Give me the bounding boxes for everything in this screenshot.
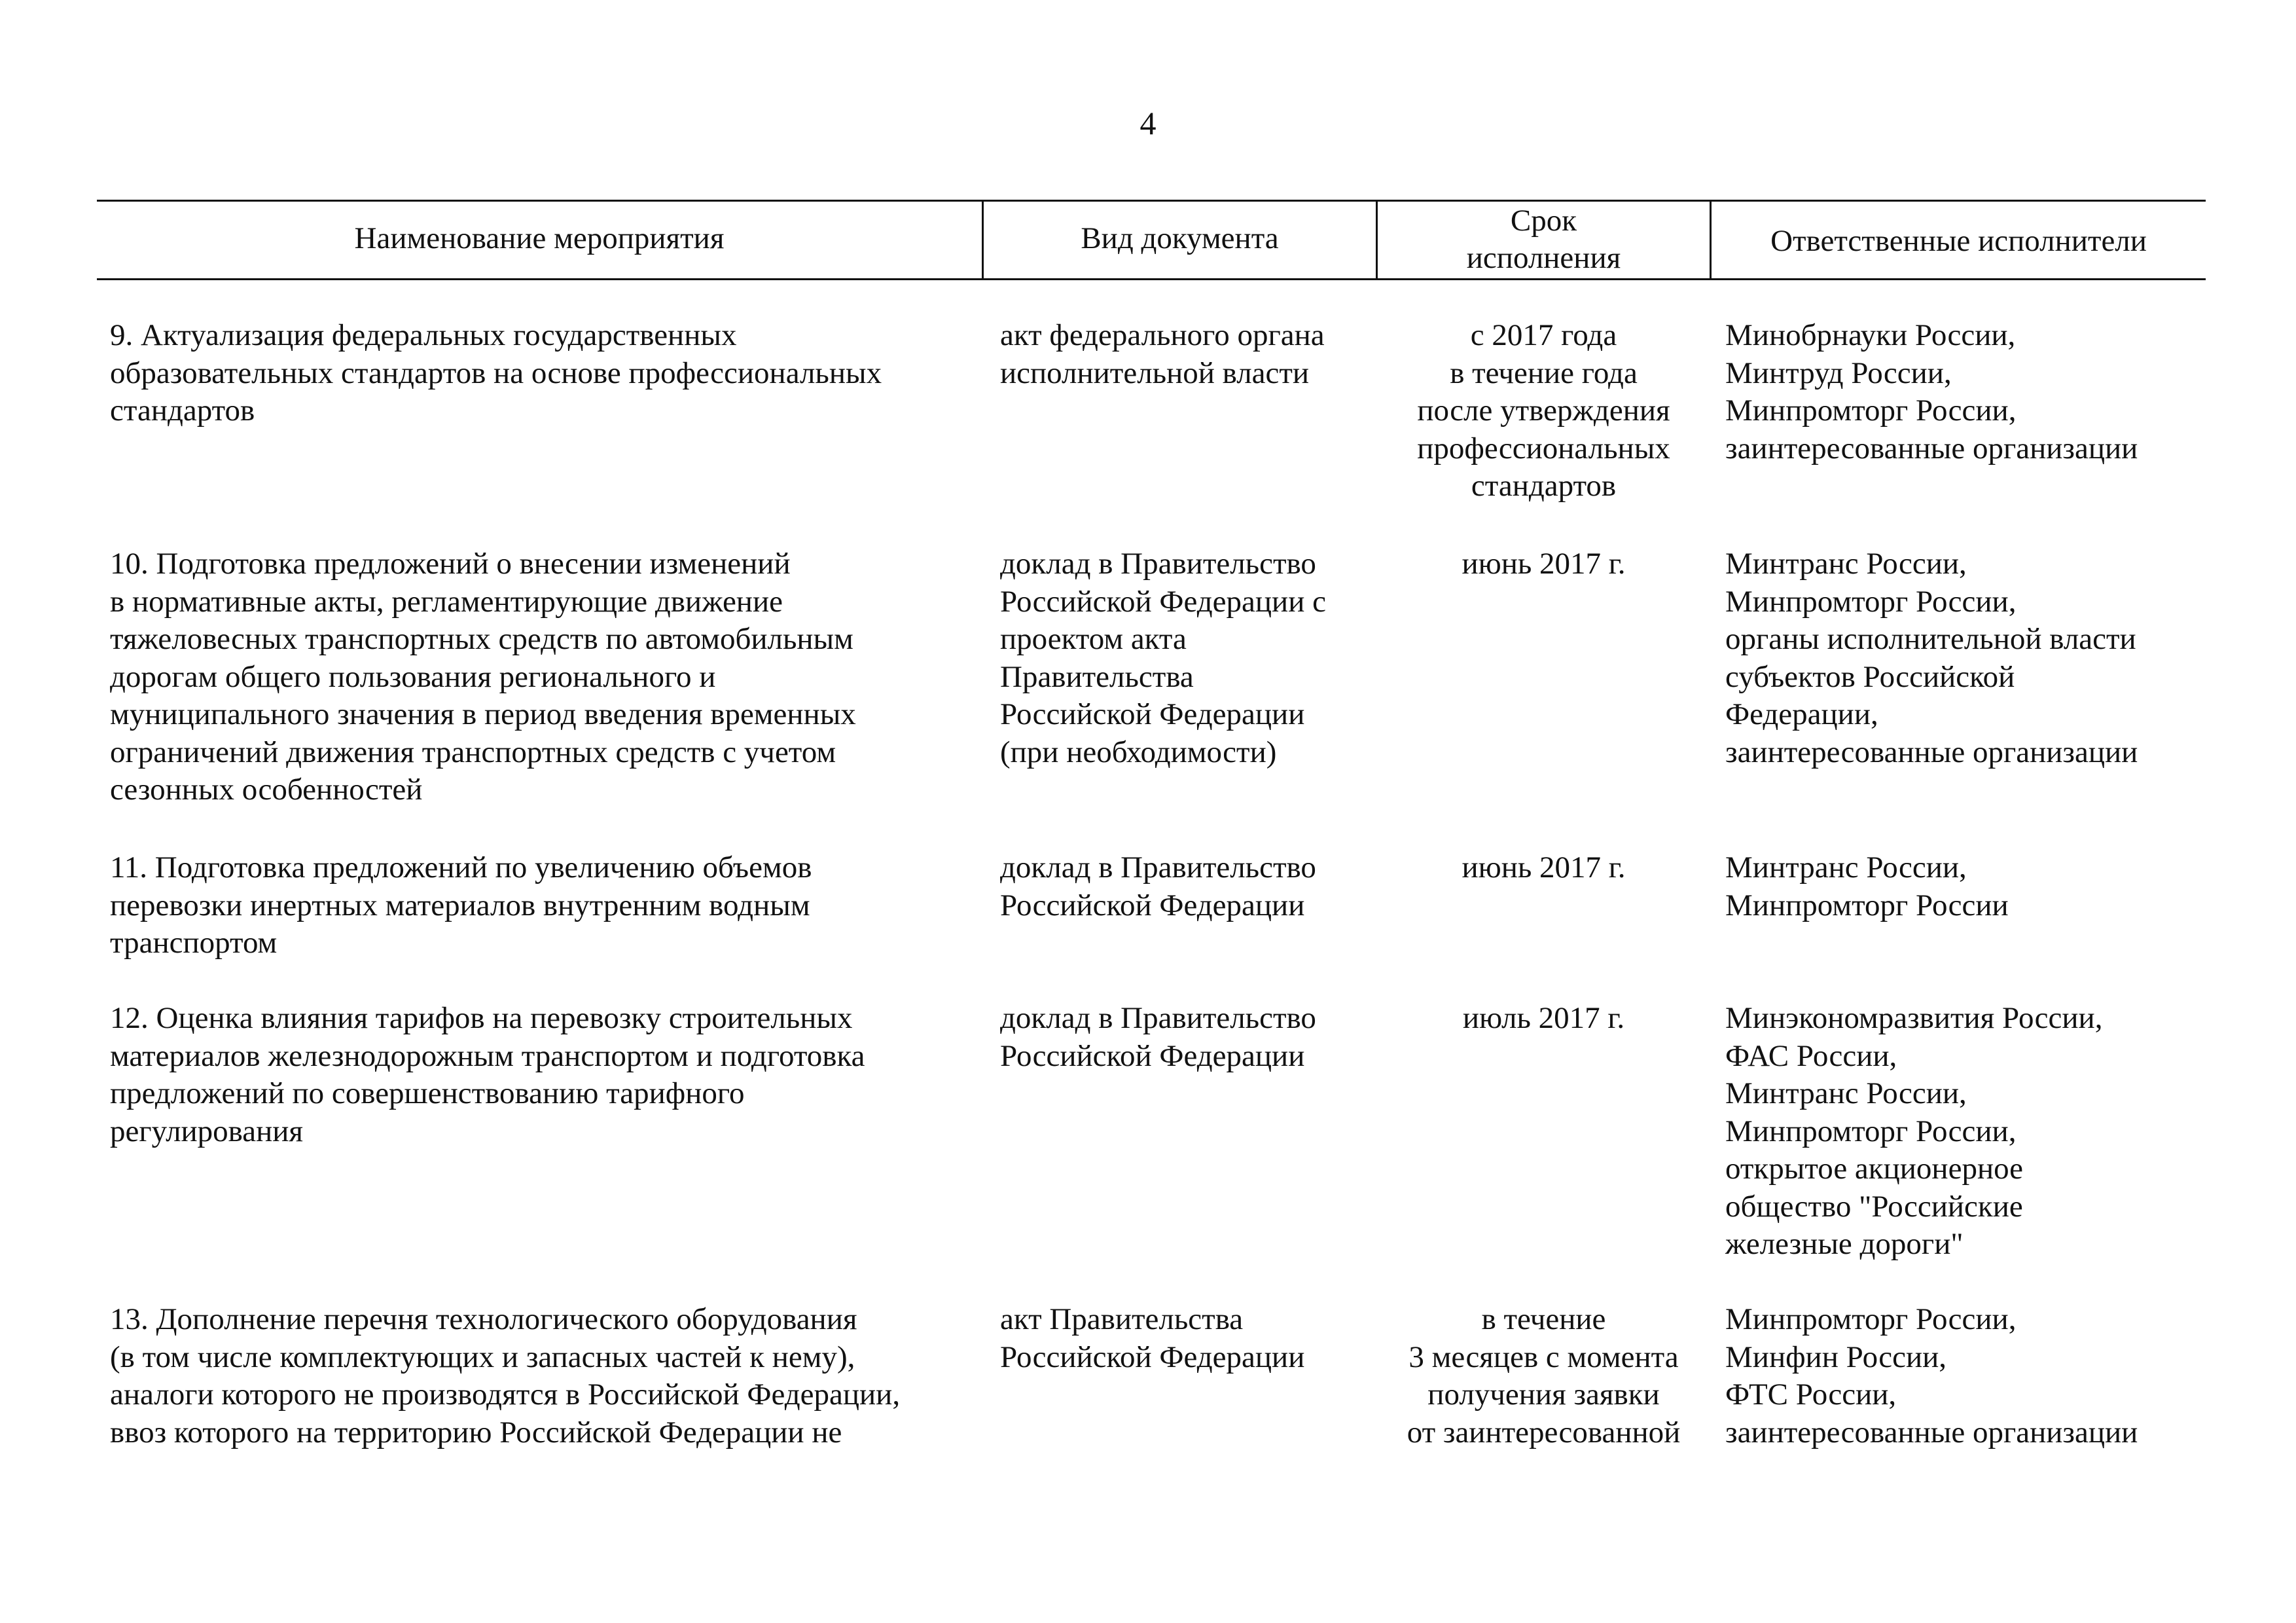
row-10-responsible: Минтранс России, Минпромторг России, органы исполнительной власти субъектов Российской Федерации, заинтересованные организации <box>1725 547 2138 769</box>
row-10-doc-type: доклад в Правительство Российской Федерации с проектом акта Правительства Российской Федерации (при необходимости) <box>1000 547 1326 769</box>
header-deadline: Срок исполнения <box>1466 204 1621 275</box>
row-11-doc-type: доклад в Правительство Российской Федерации <box>1000 850 1316 922</box>
row-10-deadline: июнь 2017 г. <box>1462 547 1626 581</box>
row-11-deadline: июнь 2017 г. <box>1462 850 1626 884</box>
row-9-responsible: Минобрнауки России, Минтруд России, Минпромторг России, заинтересованные организации <box>1725 318 2138 465</box>
row-12-name: 12. Оценка влияния тарифов на перевозку строительных материалов железнодорожным транспортом и подготовка предложений по совершенствованию тарифного регулирования <box>110 1001 865 1148</box>
row-11-name: 11. Подготовка предложений по увеличению объемов перевозки инертных материалов внутренним водным транспортом <box>110 850 812 960</box>
table-header-bottom-rule <box>97 278 2206 280</box>
row-11-responsible: Минтранс России, Минпромторг России <box>1725 850 2009 922</box>
page-number: 4 <box>1139 105 1157 141</box>
row-13-name: 13. Дополнение перечня технологического оборудования (в том числе комплектующих и запасных частей к нему), аналоги которого не производятся в Российской Федерации, ввоз которого на территорию Российской Федерации не <box>110 1302 901 1450</box>
row-9-deadline: с 2017 года в течение года после утверждения профессиональных стандартов <box>1417 318 1670 503</box>
row-10-name: 10. Подготовка предложений о внесении изменений в нормативные акты, регламентирующие движение тяжеловесных транспортных средств по автомобильным дорогам общего пользования регионального и муниципального значения в период введения временных ограничений движения транспортных средств с учетом сезонных особенностей <box>110 547 856 807</box>
row-13-deadline: в течение 3 месяцев с момента получения заявки от заинтересованной <box>1407 1302 1681 1450</box>
header-doc-type: Вид документа <box>1081 221 1279 255</box>
row-12-doc-type: доклад в Правительство Российской Федерации <box>1000 1001 1316 1073</box>
table-top-rule <box>97 200 2206 202</box>
row-13-responsible: Минпромторг России, Минфин России, ФТС России, заинтересованные организации <box>1725 1302 2138 1450</box>
row-12-deadline: июль 2017 г. <box>1462 1001 1625 1035</box>
row-9-name: 9. Актуализация федеральных государственных образовательных стандартов на основе профессиональных стандартов <box>110 318 882 428</box>
header-name: Наименование мероприятия <box>354 221 725 255</box>
row-12-responsible: Минэкономразвития России, ФАС России, Минтранс России, Минпромторг России, открытое акционерное общество "Российские железные дороги" <box>1725 1001 2103 1261</box>
row-9-doc-type: акт федерального органа исполнительной власти <box>1000 318 1325 390</box>
row-13-doc-type: акт Правительства Российской Федерации <box>1000 1302 1305 1374</box>
header-responsible: Ответственные исполнители <box>1770 224 2147 258</box>
